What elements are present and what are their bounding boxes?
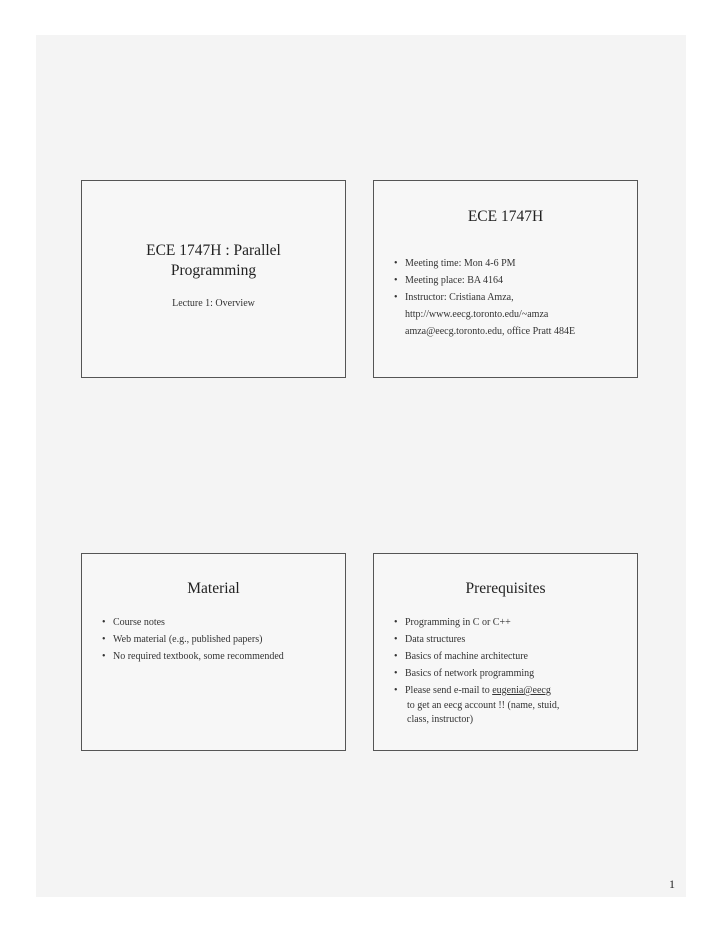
bullet-icon: • xyxy=(102,617,106,628)
list-item: • Course notes xyxy=(102,614,284,631)
list-item: • Basics of machine architecture xyxy=(394,648,559,665)
list-item: • Meeting place: BA 4164 xyxy=(394,272,575,289)
bullet-icon: • xyxy=(394,275,398,286)
page-number: 1 xyxy=(669,877,675,891)
bullet-icon: • xyxy=(394,258,398,269)
bullet-list xyxy=(394,255,575,340)
list-item: • Programming in C or C++ xyxy=(394,614,559,631)
title-line-1: ECE 1747H : Parallel xyxy=(146,242,281,259)
slide-material xyxy=(81,553,346,751)
list-item: • Web material (e.g., published papers) xyxy=(102,631,284,648)
bullet-icon: • xyxy=(394,651,398,662)
bullet-icon: • xyxy=(394,292,398,303)
bullet-icon: • xyxy=(102,651,106,662)
slide-heading: ECE 1747H xyxy=(467,208,544,225)
email-link[interactable]: eugenia@eecg xyxy=(492,685,551,696)
bullet-icon: • xyxy=(394,634,398,645)
bullet-icon: • xyxy=(102,634,106,645)
bullet-list xyxy=(394,614,559,727)
bullet-icon: • xyxy=(394,617,398,628)
slide-prerequisites xyxy=(373,553,638,751)
list-item: • Meeting time: Mon 4-6 PM xyxy=(394,255,575,272)
list-item: • Instructor: Cristiana Amza, xyxy=(394,289,575,306)
email-prompt: Please send e-mail to xyxy=(405,685,493,696)
list-item: • Basics of network programming xyxy=(394,665,559,682)
list-item: • Data structures xyxy=(394,631,559,648)
slide-title xyxy=(81,180,346,378)
slide-subtitle: Lecture 1: Overview xyxy=(172,298,255,309)
list-item: • No required textbook, some recommended xyxy=(102,648,284,665)
bullet-icon: • xyxy=(394,668,398,679)
bullet-icon: • xyxy=(394,685,398,696)
bullet-list xyxy=(102,614,284,665)
instructor-email-office: amza@eecg.toronto.edu, office Pratt 484E xyxy=(405,326,576,337)
list-item xyxy=(394,682,559,699)
slide-heading: Material xyxy=(187,580,240,597)
account-request-line-1: to get an eecg account !! (name, stuid, xyxy=(407,700,560,711)
slide-title-heading xyxy=(82,241,345,281)
slide-heading: Prerequisites xyxy=(465,580,546,597)
title-line-2: Programming xyxy=(170,262,257,279)
account-request-line-2: class, instructor) xyxy=(407,714,474,725)
document-page xyxy=(36,35,686,897)
slide-course-info xyxy=(373,180,638,378)
instructor-url: http://www.eecg.toronto.edu/~amza xyxy=(405,309,549,320)
